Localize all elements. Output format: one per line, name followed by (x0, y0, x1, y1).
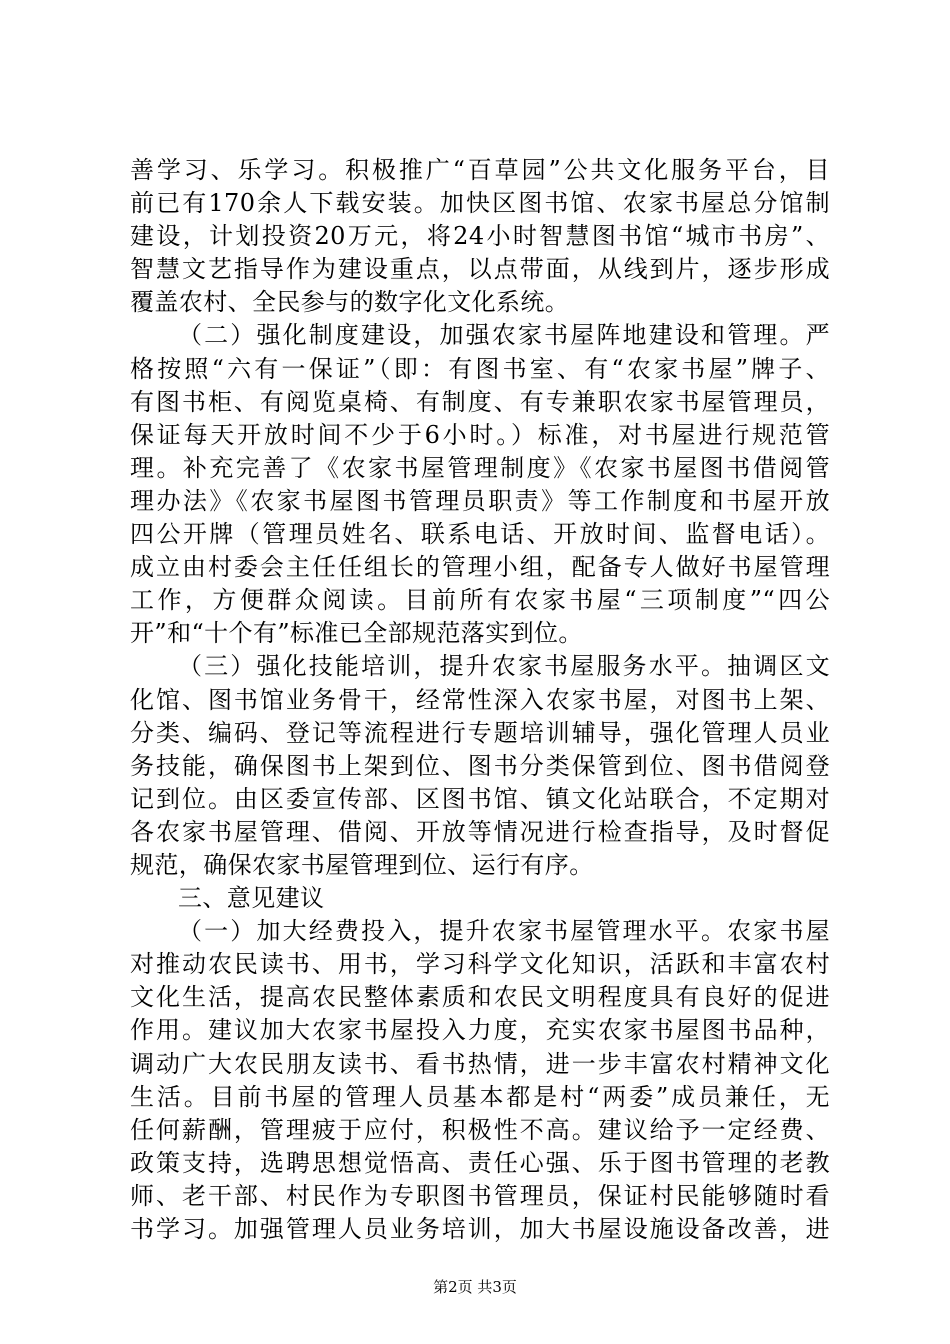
text-line: 成立由村委会主任任组长的管理小组，配备专人做好书屋管理 (130, 553, 830, 582)
text-line: （三）强化技能培训，提升农家书屋服务水平。抽调区文 (178, 652, 830, 681)
text-line: 覆盖农村、全民参与的数字化文化系统。 (130, 288, 570, 317)
text-line: 各农家书屋管理、借阅、开放等情况进行检查指导，及时督促 (130, 817, 830, 846)
text-line: 四公开牌（管理员姓名、联系电话、开放时间、监督电话）。 (130, 520, 830, 549)
text-line: 保证每天开放时间不少于6小时。）标准，对书屋进行规范管 (130, 420, 830, 449)
text-line: 理。补充完善了《农家书屋管理制度》《农家书屋图书借阅管 (130, 453, 830, 482)
text-line: 务技能，确保图书上架到位、图书分类保管到位、图书借阅登 (130, 751, 830, 780)
text-line: 文化生活，提高农民整体素质和农民文明程度具有良好的促进 (130, 983, 830, 1012)
text-line: 开”和“十个有”标准已全部规范落实到位。 (130, 619, 583, 648)
paragraph (130, 319, 830, 650)
paragraph (130, 650, 830, 882)
paragraph (130, 915, 830, 1246)
text-line: 对推动农民读书、用书，学习科学文化知识，活跃和丰富农村 (130, 950, 830, 979)
text-line: 前已有170余人下载安装。加快区图书馆、农家书屋总分馆制 (130, 189, 830, 218)
page-footer: 第2页 共3页 (433, 1278, 517, 1296)
text-line: 规范，确保农家书屋管理到位、运行有序。 (130, 850, 594, 879)
document-body (130, 154, 830, 1246)
text-line: 作用。建议加大农家书屋投入力度，充实农家书屋图书品种， (130, 1016, 830, 1045)
text-line: 任何薪酬，管理疲于应付，积极性不高。建议给予一定经费、 (130, 1115, 830, 1144)
text-line: 调动广大农民朋友读书、看书热情，进一步丰富农村精神文化 (130, 1049, 830, 1078)
paragraph (130, 154, 830, 319)
text-line: （二）强化制度建设，加强农家书屋阵地建设和管理。严 (178, 321, 830, 350)
text-line: 智慧文艺指导作为建设重点，以点带面，从线到片，逐步形成 (130, 255, 830, 284)
text-line: 三、意见建议 (178, 884, 325, 913)
text-line: 记到位。由区委宣传部、区图书馆、镇文化站联合，不定期对 (130, 784, 830, 813)
text-line: 政策支持，选聘思想觉悟高、责任心强、乐于图书管理的老教 (130, 1148, 830, 1177)
text-line: 有图书柜、有阅览桌椅、有制度、有专兼职农家书屋管理员， (130, 387, 830, 416)
text-line: （一）加大经费投入，提升农家书屋管理水平。农家书屋 (178, 917, 830, 946)
text-line: 理办法》《农家书屋图书管理员职责》等工作制度和书屋开放 (130, 486, 830, 515)
text-line: 分类、编码、登记等流程进行专题培训辅导，强化管理人员业 (130, 718, 830, 747)
text-line: 建设，计划投资20万元，将24小时智慧图书馆“城市书房”、 (130, 222, 830, 251)
text-line: 书学习。加强管理人员业务培训，加大书屋设施设备改善，进 (130, 1215, 830, 1243)
text-line: 格按照“六有一保证”（即：有图书室、有“农家书屋”牌子、 (130, 354, 830, 383)
text-line: 生活。目前书屋的管理人员基本都是村“两委”成员兼任，无 (130, 1082, 830, 1111)
text-line: 师、老干部、村民作为专职图书管理员，保证村民能够随时看 (130, 1181, 830, 1210)
text-line: 善学习、乐学习。积极推广“百草园”公共文化服务平台，目 (130, 156, 830, 184)
section-heading (130, 882, 830, 915)
text-line: 化馆、图书馆业务骨干，经常性深入农家书屋，对图书上架、 (130, 685, 830, 714)
text-line: 工作，方便群众阅读。目前所有农家书屋“三项制度”“四公 (130, 586, 830, 615)
